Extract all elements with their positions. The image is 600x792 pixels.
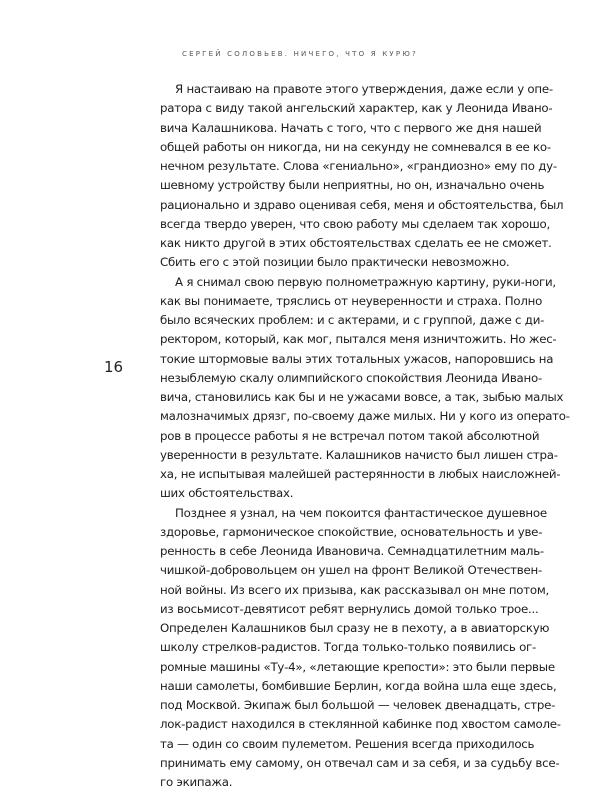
text-line: Сбить его с этой позиции было практически невозможно. — [160, 253, 522, 272]
text-line: незыблемую скалу олимпийского спокойствия Леонида Ивано- — [160, 369, 522, 388]
text-line: ромные машины «Ту-4», «летающие крепости»: это были первые — [160, 658, 522, 677]
running-head: СЕРГЕЙ СОЛОВЬЕВ. НИЧЕГО, ЧТО Я КУРЮ? — [0, 50, 600, 58]
text-line: лок-радист находился в стеклянной кабинке под хвостом самоле- — [160, 715, 522, 734]
text-line: из восьмисот-девятисот ребят вернулись домой только трое... — [160, 600, 522, 619]
text-line: здоровье, гармоническое спокойствие, основательность и уве- — [160, 523, 522, 542]
text-line: ной войны. Из всего их призыва, как рассказывал он мне потом, — [160, 581, 522, 600]
text-line: ров в процессе работы я не встречал потом такой абсолютной — [160, 427, 522, 446]
text-line: вича Калашникова. Начать с того, что с первого же дня нашей — [160, 119, 522, 138]
text-line: ренность в себе Леонида Ивановича. Семнадцатилетним маль- — [160, 542, 522, 561]
text-line: уверенности в результате. Калашников начисто был лишен стра- — [160, 446, 522, 465]
paragraph — [160, 504, 522, 792]
text-line: под Москвой. Экипаж был большой — человек двенадцать, стре- — [160, 696, 522, 715]
text-line: как вы понимаете, тряслись от неуверенности и страха. Полно — [160, 292, 522, 311]
text-line: ратора с виду такой ангельский характер, как у Леонида Ивано- — [160, 99, 522, 118]
text-line: го экипажа. — [160, 773, 522, 792]
text-line: чишкой-добровольцем он ушел на фронт Великой Отечествен- — [160, 561, 522, 580]
text-line: рационально и здраво оценивая себя, меня и обстоятельства, был — [160, 196, 522, 215]
text-line: принимать ему самому, он отвечал сам и за себя, и за судьбу все- — [160, 754, 522, 773]
paragraph — [160, 80, 522, 273]
body-text — [160, 80, 522, 792]
text-line: малозначимых дрязг, по-своему даже милых. Ни у кого из операто- — [160, 407, 522, 426]
text-line: школу стрелков-радистов. Тогда только-только появились ог- — [160, 638, 522, 657]
text-line: та — один со своим пулеметом. Решения всегда приходилось — [160, 735, 522, 754]
text-line: шевному устройству были неприятны, но он, изначально очень — [160, 176, 522, 195]
text-line: было всяческих проблем: и с актерами, и с группой, даже с ди- — [160, 311, 522, 330]
text-line: общей работы он никогда, ни на секунду не сомневался в ее ко- — [160, 138, 522, 157]
text-line: нечном результате. Слова «гениально», «грандиозно» ему по ду- — [160, 157, 522, 176]
text-line: токие штормовые валы этих тотальных ужасов, напоровшись на — [160, 350, 522, 369]
text-line: ректором, который, как мог, пытался меня изничтожить. Но жес- — [160, 330, 522, 349]
text-line: Позднее я узнал, на чем покоится фантастическое душевное — [160, 504, 522, 523]
text-line: наши самолеты, бомбившие Берлин, когда война шла еще здесь, — [160, 677, 522, 696]
text-line: вича, становились как бы и не ужасами вовсе, а так, зыбью малых — [160, 388, 522, 407]
paragraph — [160, 273, 522, 504]
text-line: ших обстоятельствах. — [160, 484, 522, 503]
text-line: всегда твердо уверен, что свою работу мы сделаем так хорошо, — [160, 215, 522, 234]
text-line: ха, не испытывая малейшей растерянности в любых наисложней- — [160, 465, 522, 484]
text-line: как никто другой в этих обстоятельствах сделать ее не сможет. — [160, 234, 522, 253]
page-number: 16 — [104, 358, 123, 376]
text-line: Я настаиваю на правоте этого утверждения, даже если у опе- — [160, 80, 522, 99]
text-line: А я снимал свою первую полнометражную картину, руки-ноги, — [160, 273, 522, 292]
text-line: Определен Калашников был сразу не в пехоту, а в авиаторскую — [160, 619, 522, 638]
